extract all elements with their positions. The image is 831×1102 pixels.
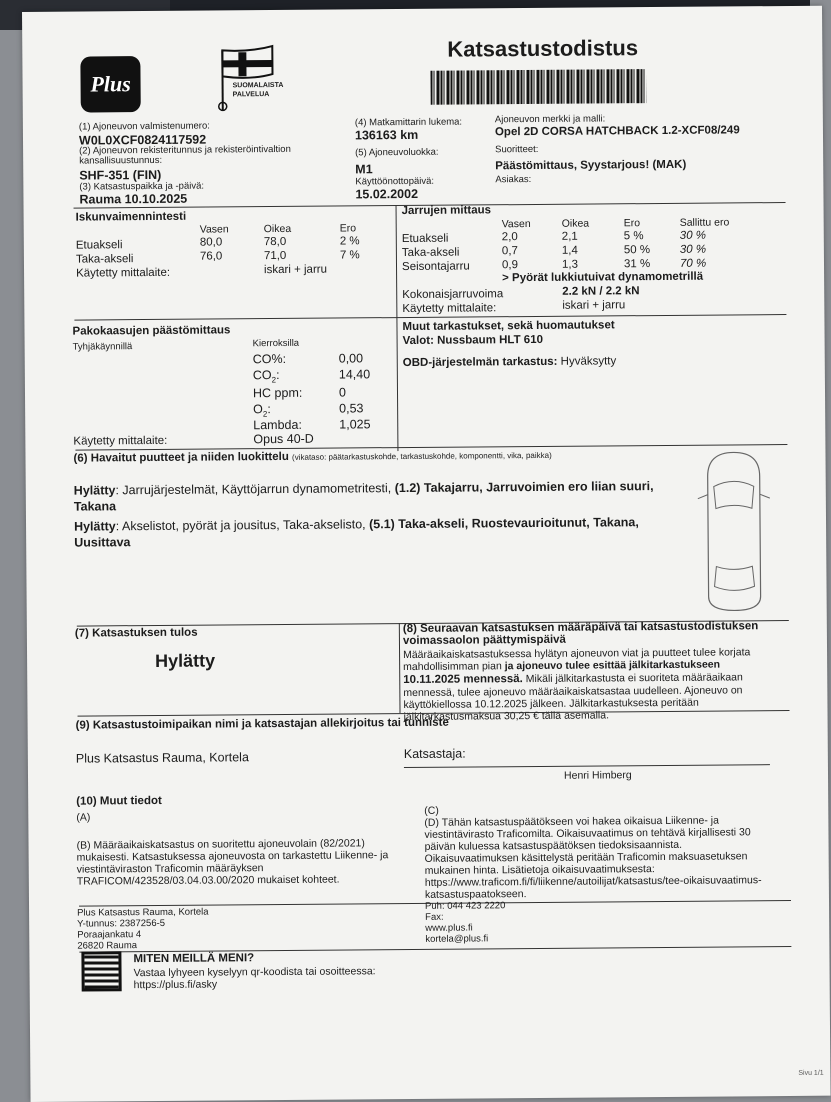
signature-line xyxy=(404,764,770,768)
plus-logo: Plus xyxy=(80,56,140,112)
vin-label: (1) Ajoneuvon valmistenumero: xyxy=(79,121,210,133)
defect-2: Hylätty: Akselistot, pyörät ja jousitus, Taka-akselisto, (5.1) Taka-akseli, Ruostevaurioitunut, Takana, xyxy=(74,515,639,533)
footer-company: Plus Katsastus Rauma, Kortela xyxy=(77,907,209,919)
brakes-note: > Pyörät lukkiutuivat dynamometrillä xyxy=(502,271,703,285)
footer-web[interactable]: www.plus.fi xyxy=(425,922,473,933)
next-title: (8) Seuraavan katsastuksen määräpäivä tai katsastustodistuksen xyxy=(403,620,758,635)
emissions-title: Pakokaasujen päästömittaus xyxy=(72,324,230,337)
result-title: (7) Katsastuksen tulos xyxy=(75,627,198,640)
shock-device: iskari + jarru xyxy=(264,264,327,276)
finnish-service-logo: SUOMALAISTA PALVELUA xyxy=(210,42,291,117)
defects-title: (6) Havaitut puutteet ja niiden luokittelu xyxy=(73,451,288,465)
odo-value: 136163 km xyxy=(355,128,418,142)
recheck-deadline: 10.11.2025 mennessä. xyxy=(403,673,523,686)
brakes-total: 2.2 kN / 2.2 kN xyxy=(562,285,639,298)
make-value: Opel 2D CORSA HATCHBACK 1.2-XCF08/249 xyxy=(495,124,740,138)
vin-value: W0L0XCF0824117592 xyxy=(79,133,206,148)
brakes-device: iskari + jarru xyxy=(562,299,625,311)
table-row: Etuakseli xyxy=(402,233,449,245)
table-row: Etuakseli xyxy=(76,239,123,251)
lambda-value: 1,025 xyxy=(339,417,370,431)
station-title: (9) Katsastustoimipaikan nimi ja katsastajan allekirjoitus tai tunniste xyxy=(76,717,449,732)
result-value: Hylätty xyxy=(155,651,215,672)
inspection-certificate: Plus SUOMALAISTA PALVELUA Katsastustodistus (1) Ajoneuvon valmistenumero: W0L0XCF0824117592 (2) Ajoneuvon rekisteritunnus ja rekisteröintivaltion kansallisuustunnus: SHF-351 (FIN) (3) Katsastuspaikka ja -päivä: Rauma 10.10.2025 (4) Matkamittarin lukema: 136163 km (5) Ajoneuvoluokka: M1 Käyttöönottopäivä: 15.02.2002 Ajoneuvon merkki ja malli: Opel 2D CORSA HATCHBACK 1.2-XCF08/249 Suoritteet: Päästömittaus, Syystarjous! (MAK) Asiakas: Iskunvaimennintesti Vasen Oikea Ero Etuakseli 80,0 78,0 2 % Taka-akseli 76,0 71,0 7 % Käytetty mittalaite: iskari + jarru Jarrujen mittaus Vasen Oikea Ero Sallittu ero Etuakseli 2,0 2,1 5 % 30 % Taka-akseli 0,7 1,4 50 % 30 % Seisontajarru 0,9 1,3 31 % 70 % > Pyörät lukkiutuivat dynamometrillä Kokonaisjarruvoima 2.2 kN / 2.2 kN Käytetty mittalaite: iskari + jarru Pakokaasujen päästömittaus Tyhjäkäynnillä Kierroksilla CO%: 0,00 $CO_2$: 14,40 HC ppm: 0 $O_2$: 0,53 Lambda: 1,025 Käytetty mittalaite: Opus 40-D Muut tarkastukset, sekä huomautukset Valot: Nussbaum HLT 610 OBD-järjestelmän tarkastus: Hyväksytty (6) Havaitut puutteet ja niiden luokittelu (vikataso: päätarkastuskohde, tarkastuskohde, komponentti, vika, paikka) Hylätty: Jarrujärjestelmät, Käyttöjarrun dynamometritesti, (1.2) Takajarru, Jarruvoimien ero liian suuri, Takana Hylätty: Akselistot, pyörät ja jousitus, Taka-akselisto, (5.1) Taka-akseli, Ruostevaurioitunut, Takana, Uusittava (7) Katsastuksen tulos Hylätty (8) Seuraavan katsastuksen määräpäivä tai katsastustodistuksen voimassaolon päättymispäivä Määräaikaiskatsastuksessa hylätyn ajoneuvon viat ja puutteet tulee korjata mahdollisimman pian ja ajoneuvo tulee esittää jälkitarkastukseen 10.11.2025 mennessä. Mikäli jälkitarkastusta ei suoriteta määräaikaan mennessä, tulee ajoneuvo määräaikaiskatsastaa uudelleen. Ajoneuvo on käyttökiellossa 10.12.2025 jälkeen. Jälkitarkastuksesta peritään jälkitarkastusmaksua 30,25 € tällä asemalla. (9) Katsastustoimipaikan nimi ja katsastajan allekirjoitus tai tunniste Plus Katsastus Rauma, Kortela Katsastaja: Henri Himberg (10) Muut tiedot (A) (B) Määräaikaiskatsastus on suoritettu ajoneuvolain (82/2021) mukaisesti. Katsastuksessa ajoneuvosta on tarkastettu Liikenne- ja viestintäviraston Traficomin määräyksen TRAFICOM/423528/03.04.03.00/2020 mukaiset kohteet. (C) (D) Tähän katsastuspäätökseen voi hakea oikaisua Liikenne- ja viestintävirasto Traficomilta. Oikaisuvaatimus on tehtävä kirjallisesti 30 päivän kuluessa katsastuspäätöksen tiedoksisaannista. Oikaisuvaatimuksen käsittelystä peritään Traficomin maksuasetuksen mukainen hinta. Lisätietoja oikaisuvaatimuksesta: https://www.traficom.fi/fi/liikenne/autoilijat/katsastus/tee-oikaisuvaatimus- katsastuspaatokseen. Plus Katsastus Rauma, Kortela Y-tunnus: 2387256-5 Poraajankatu 4 26820 Rauma Puh: 044 423 2220 Fax: www.plus.fi kortela@plus.fi MITEN MEILLÄ MENI? Vastaa lyhyeen kyselyyn qr-koodista tai osoitteessa: https://plus.fi/asky Sivu 1/1 xyxy=(22,6,831,1102)
reg-value: SHF-351 (FIN) xyxy=(79,168,161,183)
place-label: (3) Katsastuspaikka ja -päivä: xyxy=(79,181,204,193)
car-diagram xyxy=(693,446,774,617)
co-value: 0,00 xyxy=(339,351,363,365)
document-title: Katsastustodistus xyxy=(447,35,638,62)
survey-link[interactable]: https://plus.fi/asky xyxy=(134,978,218,991)
traficom-link[interactable]: https://www.traficom.fi/fi/liikenne/autoilijat/katsastus/tee-oikaisuvaatimus- xyxy=(425,874,762,889)
first-use-value: 15.02.2002 xyxy=(355,187,418,201)
shock-title: Iskunvaimennintesti xyxy=(76,211,187,224)
class-label: (5) Ajoneuvoluokka: xyxy=(355,147,439,159)
make-label: Ajoneuvon merkki ja malli: xyxy=(495,113,605,125)
brakes-title: Jarrujen mittaus xyxy=(402,204,492,217)
performed-label: Suoritteet: xyxy=(495,144,538,155)
obd-result: Hyväksytty xyxy=(561,355,617,367)
reg-label: (2) Ajoneuvon rekisteritunnus ja rekisteröintivaltion kansallisuustunnus: xyxy=(79,145,339,167)
qr-code[interactable] xyxy=(81,951,121,991)
table-row: Seisontajarru xyxy=(402,260,470,273)
footer-email[interactable]: kortela@plus.fi xyxy=(425,933,488,944)
station-name: Plus Katsastus Rauma, Kortela xyxy=(76,750,249,765)
barcode xyxy=(430,69,646,105)
o2-value: 0,53 xyxy=(339,401,363,415)
performed-value: Päästömittaus, Syystarjous! (MAK) xyxy=(495,159,686,173)
class-value: M1 xyxy=(355,162,372,176)
first-use-label: Käyttöönottopäivä: xyxy=(355,176,434,188)
table-row: Taka-akseli xyxy=(402,247,460,259)
customer-label: Asiakas: xyxy=(495,174,531,185)
table-row: Taka-akseli xyxy=(76,253,134,265)
page-number: Sivu 1/1 xyxy=(798,1070,823,1077)
other-title: Muut tarkastukset, sekä huomautukset xyxy=(402,319,614,333)
emissions-device: Opus 40-D xyxy=(253,432,314,446)
misc-title: (10) Muut tiedot xyxy=(76,795,162,808)
survey-title: MITEN MEILLÄ MENI? xyxy=(133,952,254,965)
odo-label: (4) Matkamittarin lukema: xyxy=(355,117,462,129)
place-value: Rauma 10.10.2025 xyxy=(79,192,187,207)
co2-value: 14,40 xyxy=(339,367,370,381)
hc-value: 0 xyxy=(339,385,346,399)
lights-device: Valot: Nussbaum HLT 610 xyxy=(403,334,543,347)
defect-1: Hylätty: Jarrujärjestelmät, Käyttöjarrun dynamometritesti, (1.2) Takajarru, Jarruvoimien ero liian suuri, xyxy=(74,479,654,498)
inspector-name: Henri Himberg xyxy=(564,769,632,782)
